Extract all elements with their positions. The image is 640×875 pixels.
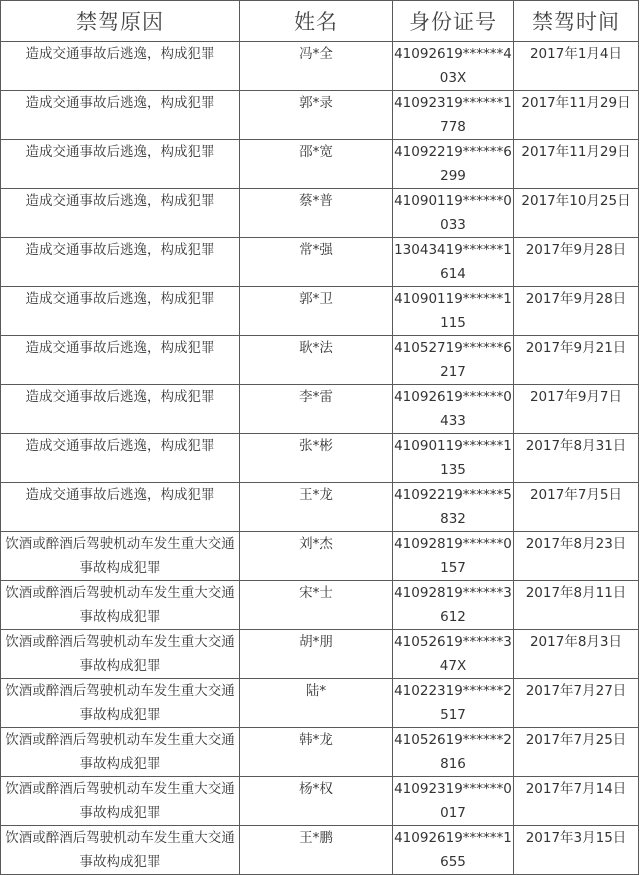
id-number-cell: 41092819******3612 [393,581,514,630]
reason-cell: 造成交通事故后逃逸，构成犯罪 [1,483,240,532]
reason-cell: 饮酒或醉酒后驾驶机动车发生重大交通事故构成犯罪 [1,532,240,581]
name-cell: 胡*朋 [240,630,393,679]
ban-date-cell: 2017年8月3日 [514,630,639,679]
reason-cell: 造成交通事故后逃逸，构成犯罪 [1,238,240,287]
reason-cell: 饮酒或醉酒后驾驶机动车发生重大交通事故构成犯罪 [1,826,240,875]
ban-date-cell: 2017年8月23日 [514,532,639,581]
name-cell: 郭*卫 [240,287,393,336]
reason-cell: 饮酒或醉酒后驾驶机动车发生重大交通事故构成犯罪 [1,679,240,728]
name-cell: 郭*录 [240,91,393,140]
id-number-cell: 41092219******5832 [393,483,514,532]
ban-date-cell: 2017年8月31日 [514,434,639,483]
ban-date-cell: 2017年9月21日 [514,336,639,385]
reason-cell: 造成交通事故后逃逸，构成犯罪 [1,385,240,434]
ban-date-cell: 2017年7月25日 [514,728,639,777]
name-cell: 耿*法 [240,336,393,385]
name-cell: 宋*士 [240,581,393,630]
table-row [1,189,639,238]
id-number-cell: 41022319******2517 [393,679,514,728]
table-row [1,630,639,679]
table-row [1,385,639,434]
header-ban-date: 禁驾时间 [514,1,639,42]
ban-date-cell: 2017年9月28日 [514,238,639,287]
table-row [1,581,639,630]
id-number-cell: 13043419******1614 [393,238,514,287]
id-number-cell: 41092319******0017 [393,777,514,826]
id-number-cell: 41052619******2816 [393,728,514,777]
reason-cell: 造成交通事故后逃逸，构成犯罪 [1,91,240,140]
table-row [1,777,639,826]
name-cell: 蔡*普 [240,189,393,238]
id-number-cell: 41052719******6217 [393,336,514,385]
header-id-number: 身份证号 [393,1,514,42]
table-row [1,679,639,728]
ban-date-cell: 2017年11月29日 [514,91,639,140]
ban-date-cell: 2017年1月4日 [514,42,639,91]
reason-cell: 造成交通事故后逃逸，构成犯罪 [1,140,240,189]
ban-date-cell: 2017年3月15日 [514,826,639,875]
table-row [1,728,639,777]
ban-date-cell: 2017年7月27日 [514,679,639,728]
reason-cell: 造成交通事故后逃逸，构成犯罪 [1,189,240,238]
id-number-cell: 41090119******1115 [393,287,514,336]
header-reason: 禁驾原因 [1,1,240,42]
id-number-cell: 41092319******1778 [393,91,514,140]
name-cell: 王*鹏 [240,826,393,875]
id-number-cell: 41090119******1135 [393,434,514,483]
reason-cell: 造成交通事故后逃逸，构成犯罪 [1,434,240,483]
id-number-cell: 41092819******0157 [393,532,514,581]
reason-cell: 造成交通事故后逃逸，构成犯罪 [1,336,240,385]
reason-cell: 造成交通事故后逃逸，构成犯罪 [1,287,240,336]
name-cell: 常*强 [240,238,393,287]
id-number-cell: 41092219******6299 [393,140,514,189]
reason-cell: 饮酒或醉酒后驾驶机动车发生重大交通事故构成犯罪 [1,630,240,679]
name-cell: 陆* [240,679,393,728]
name-cell: 邵*宽 [240,140,393,189]
name-cell: 李*雷 [240,385,393,434]
reason-cell: 饮酒或醉酒后驾驶机动车发生重大交通事故构成犯罪 [1,777,240,826]
name-cell: 杨*权 [240,777,393,826]
header-row [1,1,639,42]
name-cell: 张*彬 [240,434,393,483]
table-row [1,287,639,336]
table-row [1,826,639,875]
table-row [1,140,639,189]
id-number-cell: 41092619******403X [393,42,514,91]
table-row [1,336,639,385]
table-row [1,434,639,483]
table-row [1,532,639,581]
reason-cell: 饮酒或醉酒后驾驶机动车发生重大交通事故构成犯罪 [1,728,240,777]
table-row [1,91,639,140]
name-cell: 刘*杰 [240,532,393,581]
id-number-cell: 41090119******0033 [393,189,514,238]
name-cell: 王*龙 [240,483,393,532]
name-cell: 韩*龙 [240,728,393,777]
id-number-cell: 41092619******0433 [393,385,514,434]
ban-date-cell: 2017年10月25日 [514,189,639,238]
ban-date-cell: 2017年9月28日 [514,287,639,336]
name-cell: 冯*全 [240,42,393,91]
header-name: 姓名 [240,1,393,42]
reason-cell: 饮酒或醉酒后驾驶机动车发生重大交通事故构成犯罪 [1,581,240,630]
table-row [1,238,639,287]
ban-date-cell: 2017年8月11日 [514,581,639,630]
ban-date-cell: 2017年7月5日 [514,483,639,532]
ban-date-cell: 2017年11月29日 [514,140,639,189]
table-row [1,42,639,91]
reason-cell: 造成交通事故后逃逸，构成犯罪 [1,42,240,91]
id-number-cell: 41052619******347X [393,630,514,679]
table-row [1,483,639,532]
ban-date-cell: 2017年7月14日 [514,777,639,826]
id-number-cell: 41092619******1655 [393,826,514,875]
ban-date-cell: 2017年9月7日 [514,385,639,434]
